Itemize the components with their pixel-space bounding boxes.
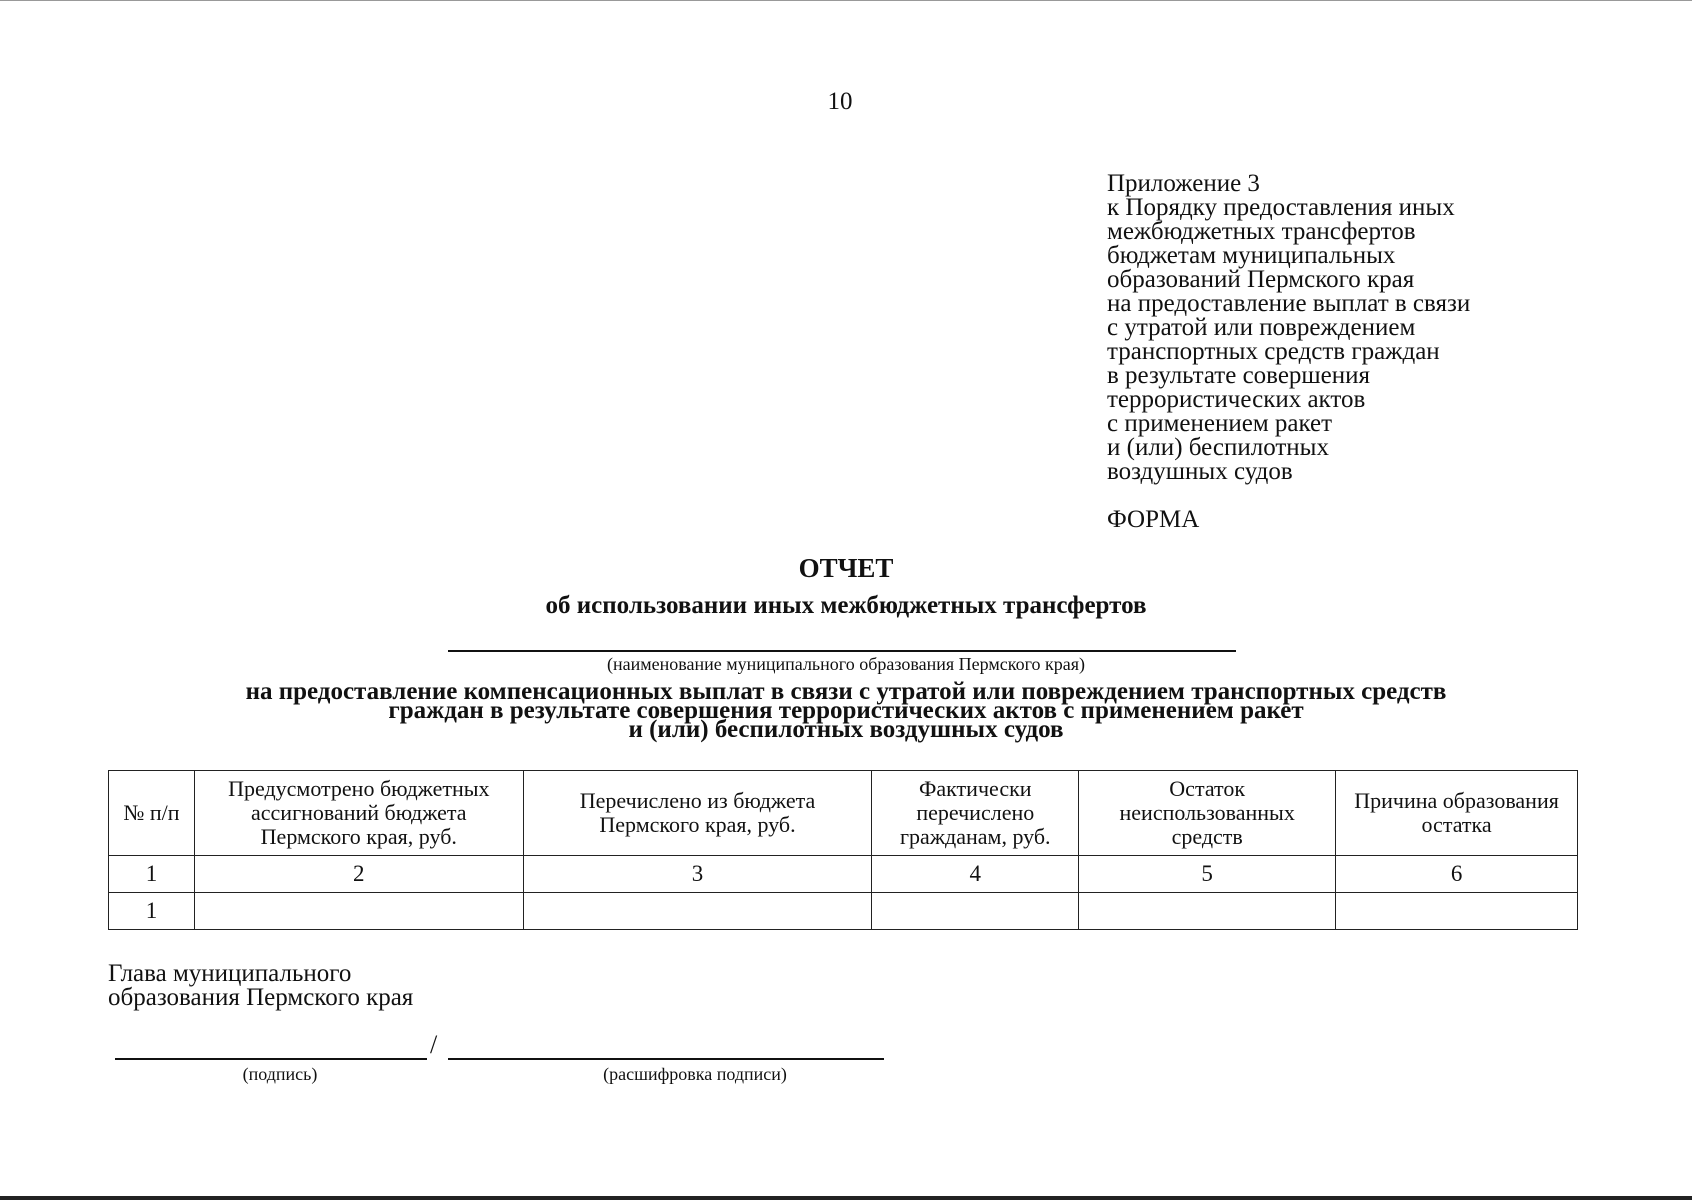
table-row [109, 893, 1578, 930]
municipality-name-line [448, 650, 1236, 652]
appendix-line: и (или) беспилотных [1107, 434, 1329, 461]
table-cell [194, 893, 523, 930]
table-header-row [109, 771, 1578, 856]
appendix-line: бюджетам муниципальных [1107, 242, 1396, 269]
appendix-line: с применением ракет [1107, 410, 1333, 437]
column-number-cell: 6 [1336, 856, 1578, 893]
header-cell-allocated: Предусмотрено бюджетных ассигнований бюджета Пермского края, руб. [194, 771, 523, 856]
header-cell-unused-balance: Остаток неиспользованных средств [1079, 771, 1336, 856]
column-number-cell: 3 [523, 856, 872, 893]
appendix-line: на предоставление выплат в связи [1107, 290, 1471, 317]
appendix-line: образований Пермского края [1107, 266, 1415, 293]
appendix-line: транспортных средств граждан [1107, 338, 1440, 365]
appendix-line: к Порядку предоставления иных [1107, 194, 1455, 221]
signature-caption: (подпись) [242, 1064, 318, 1084]
appendix-line: Приложение 3 [1107, 170, 1260, 197]
purpose-line: и (или) беспилотных воздушных судов [628, 716, 1064, 743]
column-number-cell: 4 [872, 856, 1079, 893]
signature-decoding-line [448, 1058, 884, 1060]
signature-separator: / [430, 1030, 438, 1059]
form-label: ФОРМА [1107, 506, 1200, 533]
purpose-line: граждан в результате совершения террористических актов с применением ракет [388, 697, 1304, 724]
purpose-line: на предоставление компенсационных выплат в связи с утратой или повреждением транспортных средств [245, 678, 1447, 705]
header-cell-number: № п/п [109, 771, 195, 856]
table-cell [523, 893, 872, 930]
municipality-name-caption: (наименование муниципального образования Пермского края) [606, 654, 1086, 674]
signature-line [115, 1058, 427, 1060]
appendix-line: межбюджетных трансфертов [1107, 218, 1416, 245]
column-number-cell: 1 [109, 856, 195, 893]
appendix-line: воздушных судов [1107, 458, 1293, 485]
appendix-line: с утратой или повреждением [1107, 314, 1416, 341]
table-cell [1079, 893, 1336, 930]
column-number-cell: 2 [194, 856, 523, 893]
page-top-edge [0, 0, 1692, 1]
appendix-line: террористических актов [1107, 386, 1366, 413]
table-cell [1336, 893, 1578, 930]
appendix-line: в результате совершения [1107, 362, 1371, 389]
page-number: 10 [827, 88, 853, 115]
appendix-reference [1107, 172, 1667, 484]
signer-line: образования Пермского края [108, 984, 414, 1011]
header-cell-transferred: Перечислено из бюджета Пермского края, руб. [523, 771, 872, 856]
report-purpose [0, 678, 1692, 743]
document-title: ОТЧЕТ [798, 553, 894, 583]
signer-title [108, 962, 413, 1010]
header-cell-balance-reason: Причина образования остатка [1336, 771, 1578, 856]
column-number-row [109, 856, 1578, 893]
document-subtitle: об использовании иных межбюджетных трансфертов [545, 592, 1147, 619]
table-cell: 1 [109, 893, 195, 930]
page-bottom-edge [0, 1196, 1692, 1200]
table-cell [872, 893, 1079, 930]
signature-decoding-caption: (расшифровка подписи) [603, 1064, 787, 1084]
header-cell-paid-to-citizens: Фактически перечислено гражданам, руб. [872, 771, 1079, 856]
column-number-cell: 5 [1079, 856, 1336, 893]
signer-line: Глава муниципального [108, 960, 352, 987]
report-table [108, 770, 1578, 930]
